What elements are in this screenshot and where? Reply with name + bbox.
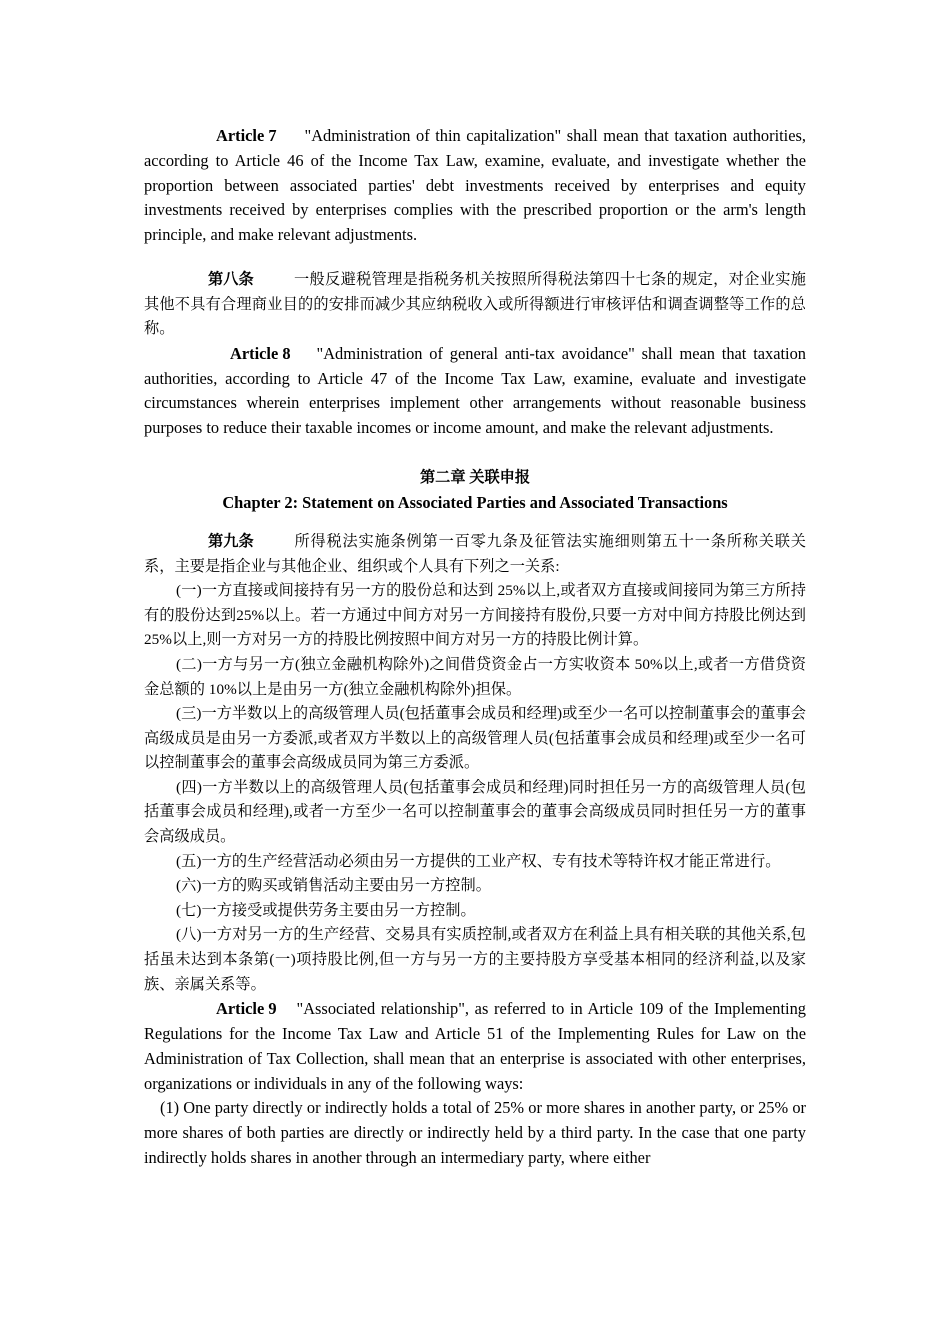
chapter-2-title-cn: 第二章 关联申报 <box>419 468 531 486</box>
article-8-cn-text: 一般反避税管理是指税务机关按照所得税法第四十七条的规定，对企业实施其他不具有合理商业目的的安排而减少其应纳税收入或所得额进行审核评估和调查调整等工作的总称。 <box>144 270 806 338</box>
article-9-cn-item-5: (五)一方的生产经营活动必须由另一方提供的工业产权、专有技术等特许权才能正常进行。 <box>176 852 781 870</box>
article-8-cn-label: 第八条 <box>208 270 254 288</box>
article-9-label: Article 9 <box>216 999 277 1019</box>
article-9-en-item-1: (1) One party directly or indirectly holds a total of 25% or more shares in another party, or 25% or more shares of both parties are directly or indirectly held by a third party. In the case that one party indirectly holds shares in another through an intermediary party, where either <box>144 1098 806 1168</box>
article-9-cn-item-1: (一)一方直接或间接持有另一方的股份总和达到 25%以上,或者双方直接或间接同为第三方所持有的股份达到25%以上。若一方通过中间方对另一方间接持有股份,只要一方对中间方持股比例达到25%以上,则一方对另一方的持股比例按照中间方对另一方的持股比例计算。 <box>144 582 806 649</box>
article-7-en <box>144 124 806 248</box>
article-7-text: "Administration of thin capitalization" shall mean that taxation authorities, according to Article 46 of the Income Tax Law, examine, evaluate, and investigate whether the proportion between associated parties' debt investments received by enterprises and equity investments received by enterprises complies with the prescribed proportion or the arm's length principle, and make relevant adjustments. <box>144 126 806 245</box>
article-9-cn-item-7: (七)一方接受或提供劳务主要由另一方控制。 <box>176 901 476 919</box>
article-8-label: Article 8 <box>230 343 291 363</box>
article-9-en <box>144 997 806 1096</box>
article-9-cn-label: 第九条 <box>208 532 254 550</box>
chapter-2-title-en: Chapter 2: Statement on Associated Parties and Associated Transactions <box>222 492 728 512</box>
document-page <box>144 124 806 1171</box>
article-9-cn <box>144 530 806 579</box>
article-9-text: "Associated relationship", as referred to in Article 109 of the Implementing Regulations for the Income Tax Law and Article 51 of the Implementing Rules for Law on the Administration of Tax Collection, shall mean that an enterprise is associated with other enterprises, organizations or individuals in any of the following ways: <box>144 999 806 1093</box>
article-8-text: "Administration of general anti-tax avoidance" shall mean that taxation authorities, according to Article 47 of the Income Tax Law, examine, evaluate and investigate circumstances wherein enterprises implement other arrangements without reasonable business purposes to reduce their taxable incomes or income amount, and make the relevant adjustments. <box>144 343 806 438</box>
article-9-cn-item-2: (二)一方与另一方(独立金融机构除外)之间借贷资金占一方实收资本 50%以上,或者一方借贷资金总额的 10%以上是由另一方(独立金融机构除外)担保。 <box>144 655 806 698</box>
article-9-cn-item-3: (三)一方半数以上的高级管理人员(包括董事会成员和经理)或至少一名可以控制董事会的董事会高级成员是由另一方委派,或者双方半数以上的高级管理人员(包括董事会成员和经理)或至少一名可以控制董事会的董事会高级成员同为第三方委派。 <box>144 705 806 772</box>
article-9-cn-item-6: (六)一方的购买或销售活动主要由另一方控制。 <box>176 877 491 895</box>
article-9-cn-item-4: (四)一方半数以上的高级管理人员(包括董事会成员和经理)同时担任另一方的高级管理人员(包括董事会成员和经理),或者一方至少一名可以控制董事会的董事会高级成员同时担任另一方的董事会高级成员。 <box>144 778 806 846</box>
article-8-en <box>144 342 806 441</box>
article-9-cn-item-8: (八)一方对另一方的生产经营、交易具有实质控制,或者双方在利益上具有相关联的其他关系,包括虽未达到本条第(一)项持股比例,但一方与另一方的主要持股方享受基本相同的经济利益,以及家族、亲属关系等。 <box>144 926 806 993</box>
article-7-label: Article 7 <box>216 126 277 145</box>
article-9-cn-text: 所得税法实施条例第一百零九条及征管法实施细则第五十一条所称关联关系，主要是指企业与其他企业、组织或个人具有下列之一关系: <box>144 532 806 575</box>
article-8-cn <box>144 268 806 342</box>
